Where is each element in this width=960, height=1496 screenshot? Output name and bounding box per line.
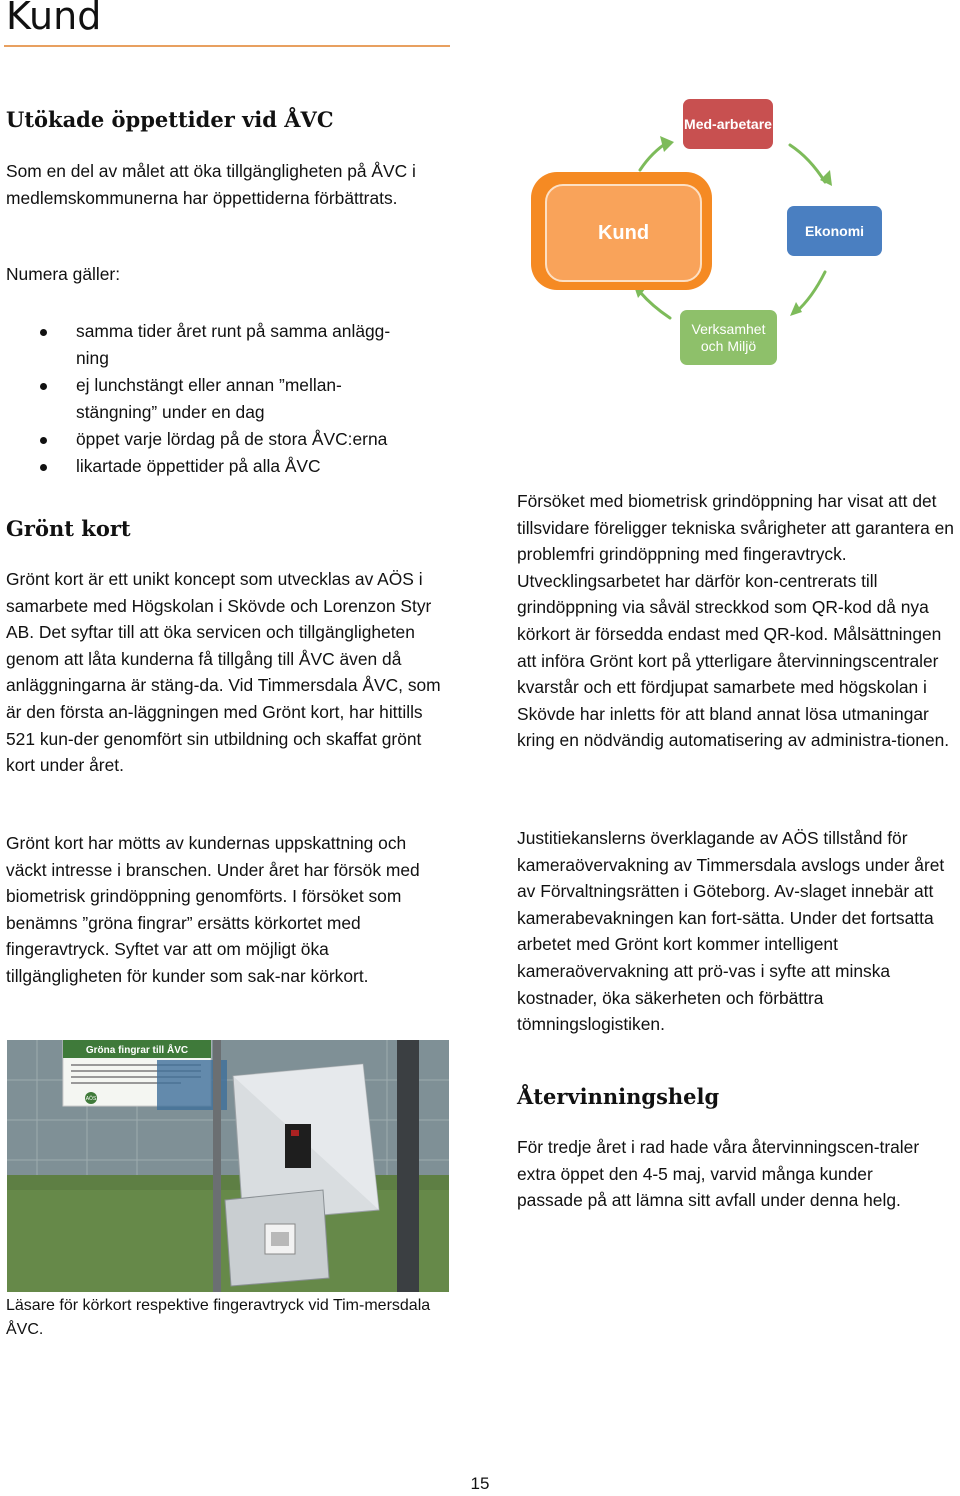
card-reader-photo (7, 1040, 449, 1292)
list-item (40, 318, 406, 372)
photo-caption: Läsare för körkort respektive fingeravtryck vid Tim-mersdala ÅVC. (6, 1297, 431, 1338)
medarbetare-node: Med-arbetare (683, 99, 773, 149)
list-item (40, 453, 460, 480)
heading-utokade-oppettider: Utökade öppettider vid ÅVC (6, 107, 334, 132)
heading-gront-kort: Grönt kort (6, 516, 131, 541)
atervinningshelg-paragraph: För tredje året i rad hade våra återvinningscen-traler extra öppet den 4-5 maj, varvid många kunder passade på att lämna sitt avfall under denna helg. (517, 1137, 920, 1211)
verksamhet-node: Verksamhet och Miljö (680, 310, 777, 365)
page-number: 15 (470, 1474, 490, 1493)
arrow-eko-to-verk (796, 272, 825, 312)
gront-kort-paragraph-1: Grönt kort är ett unikt koncept som utvecklas av AÖS i samarbete med Högskolan i Skövde och Lorenzon Styr AB. Det syftar till att öka servicen och tillgängligheten genom att låta kunderna få tillgång till ÅVC även då anläggningarna är stäng-da. Vid Timmersdala ÅVC, som är den första an-läggningen med Grönt kort, har hittills 521 kun-der genomfört sin utbildning och skaffat grönt kort under året. (6, 569, 441, 776)
camera-paragraph: Justitiekanslerns överklagande av AÖS tillstånd för kameraövervakning av Timmersdala avslogs under året av Förvaltningsrätten i Göteborg. Av-slaget innebär att kamerabevakningen kan fort-sätta. Under det fortsatta arbetet med Grönt kort kommer intelligent kameraövervakning att prö-vas i syfte att minska kostnader, öka säkerheten och förbättra tömningslogistiken. (517, 828, 945, 1035)
list-item (40, 426, 460, 453)
list-item-text: likartade öppettider på alla ÅVC (76, 456, 321, 476)
sign-title: Gröna fingrar till ÅVC (85, 1045, 189, 1056)
sign-logo-text: AÖS (85, 1096, 97, 1102)
avc-lead-text: Numera gäller: (6, 264, 121, 284)
list-item (40, 372, 396, 426)
list-item-text: öppet varje lördag på de stora ÅVC:erna (76, 429, 388, 449)
avc-intro-paragraph: Som en del av målet att öka tillgängligheten på ÅVC i medlemskommunerna har öppettiderna förbättrats. (6, 161, 416, 208)
photo-illustration (7, 1040, 449, 1292)
title-underline (4, 45, 450, 47)
list-item-text: samma tider året runt på samma anlägg-ning (76, 321, 391, 368)
gront-kort-paragraph-2: Grönt kort har mötts av kundernas uppskattning och väckt intresse i branschen. Under året har försök med biometrisk grindöppning genomförts. I försöket som benämns ”gröna fingrar” ersätts körkortet med fingeravtryck. Syftet var att om möjligt öka tillgängligheten för kunder som sak-nar körkort. (6, 833, 420, 986)
heading-atervinningshelg: Återvinningshelg (517, 1084, 720, 1109)
biometric-paragraph: Försöket med biometrisk grindöppning har visat att det tillsvidare föreligger tekniska svårigheter att garantera en problemfri grindöppning med fingeravtryck. Utvecklingsarbetet har därför kon-centrerats till grindöppning via såväl streckkod som QR-kod då nya körkort är försedda endast med QR-kod. Målsättningen att införa Grönt kort på ytterligare återvinningscentraler kvarstår och ett fördjupat samarbete med högskolan i Skövde har inletts för att bland annat lösa utmaningar kring en nödvändig automatisering av administra-tionen. (517, 491, 954, 751)
arrowhead-icon (660, 136, 674, 152)
opening-hours-list (40, 318, 460, 480)
list-item-text: ej lunchstängt eller annan ”mellan-stängning” under en dag (76, 375, 342, 422)
page-title: Kund (6, 0, 102, 38)
kund-node: Kund (545, 184, 702, 282)
ekonomi-node: Ekonomi (787, 206, 882, 256)
arrow-verk-to-kund (640, 292, 670, 318)
arrow-med-to-eko (790, 145, 825, 182)
